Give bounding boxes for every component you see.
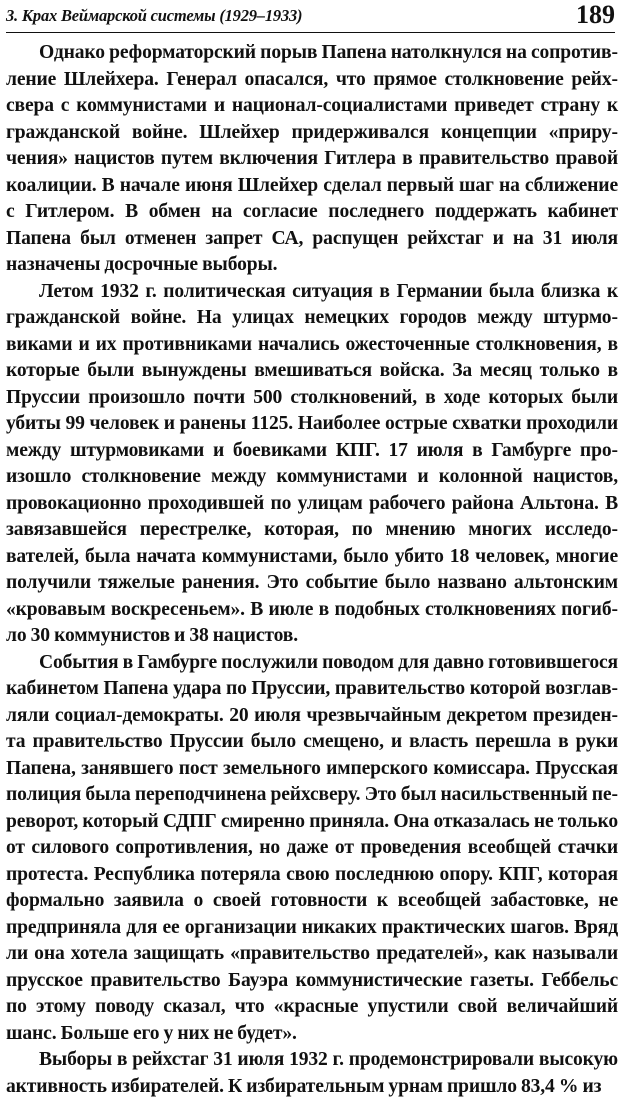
paragraph-1: Однако реформаторский порыв Папена натолкнулся на сопротивление Шлейхера. Генерал опасался, что прямое столкновение рейхсвера с коммунистами и национал-социалистами приведет страну к гражданской войне. Шлейхер придерживался концепции «приручения» нацистов путем включения Гитлера в правительство правой коалиции. В начале июня Шлейхер сделал первый шаг на сближение с Гитлером. В обмен на согласие последнего поддержать кабинет Папена был отменен запрет СА, распущен рейхстаг и на 31 июля назначены досрочные выборы. [6,42,618,275]
running-head [6,0,615,33]
paragraph-3: События в Гамбурге послужили поводом для давно готовившегося кабинетом Папена удара по Пруссии, правительство которой возглавляли социал-демократы. 20 июля чрезвычайным декретом президента правительство Пруссии было смещено, и власть перешла в руки Папена, занявшего пост земельного имперского комиссара. Прусская полиция была переподчинена рейхсверу. Это был насильственный переворот, который СДПГ смиренно приняла. Она отказалась не только от силового сопротивления, но даже от проведения всеобщей стачки протеста. Республика потеряла свою последнюю опору. КПГ, которая формально заявила о своей готовности к всеобщей забастовке, не предприняла для ее организации никаких практических шагов. Вряд ли она хотела защищать «правительство предателей», как называли прусское правительство Бауэра коммунистические газеты. Геббельс по этому поводу сказал, что «красные упустили свой величайший шанс. Больше его у них не будет». [6,651,618,1044]
body-text [6,40,618,1100]
paragraph-4: Выборы в рейхстаг 31 июля 1932 г. продемонстрировали высокую активность избирателей. К избирательным урнам пришло 83,4 % из [6,1049,618,1097]
paragraph-2: Летом 1932 г. политическая ситуация в Германии была близка к гражданской войне. На улицах немецких городов между штурмовиками и их противниками начались ожесточенные столкновения, в которые были вынуждены вмешиваться войска. За месяц только в Пруссии произошло почти 500 столкновений, в ходе которых были убиты 99 человек и ранены 1125. Наиболее острые схватки проходили между штурмовиками и боевиками КПГ. 17 июля в Гамбурге произошло столкновение между коммунистами и колонной нацистов, провокационно проходившей по улицам рабочего района Альтона. В завязавшейся перестрелке, которая, по мнению многих исследователей, была начата коммунистами, было убито 18 человек, многие получили тяжелые ранения. Это событие было названо альтонским «кровавым воскресеньем». В июле в подобных столкновениях погибло 30 коммунистов и 38 нацистов. [6,280,618,646]
page-number: 189 [576,0,615,29]
chapter-title: 3. Крах Веймарской системы (1929–1933) [6,6,303,25]
